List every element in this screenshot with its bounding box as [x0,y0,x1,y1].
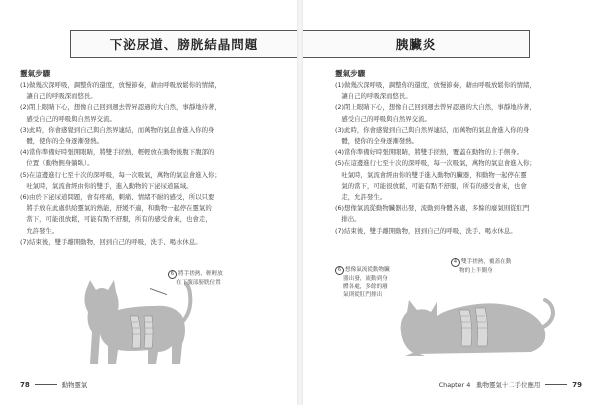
callout-line: 雙手搓熱，覆蓋在動 [461,259,512,265]
right-page [303,0,600,405]
lying-cat-illustration [395,270,555,360]
left-section-heading: 靈氣步驟 [20,69,51,78]
footer-chapter-title: 動物靈氣十二手位應用 [476,381,541,389]
right-step-line: 走，允許發生。 [335,193,387,202]
left-page [0,0,297,405]
callout-line: 在下腹部膀胱位置 [176,280,221,286]
right-step-line: 吐氣時，氣流會經由你的雙手進入動物的臟器，和動物一起停在靈 [335,170,527,179]
left-step-line: (7)結束後，雙手離開動物，回到自己的呼吸，洗手、喝水休息。 [20,237,202,246]
callout-line: 想像氣流從動物臟 [345,267,390,273]
callout-number-badge: 4 [451,258,460,267]
left-step-line: 位置（動物側身躺臥）。 [20,159,94,168]
callout-line: 體各處，多餘的廢 [343,284,388,290]
left-step-line: 當下，可能很放鬆，可能有點不舒服，所有的感受會來，也會走， [20,215,212,224]
footer-chapter: Chapter 4 [438,380,471,389]
right-left-callout [335,266,390,299]
left-footer [20,380,87,389]
left-step-line: (4)當你準備好時張開眼睛，將雙手搓熱，輕輕放在動物後腹下腹部的 [20,148,215,157]
page-number: 79 [572,380,582,389]
right-step-line: (5)在這邊進行七至十次的深呼吸，每一次吸氣，萬物的氣息會進入你； [335,159,536,168]
left-steps-list [20,80,280,248]
left-page-title: 下泌尿道、膀胱結晶問題 [70,30,297,58]
right-step-line: 感受自己的呼吸與自然界交流。 [335,114,431,123]
callout-line: 器出發，流動到身 [343,276,388,282]
left-step-line: 將手放在此處供給靈氣的熱能，舒緩不適，和動物一起停在靈氣的 [20,204,212,213]
left-step-line: 吐氣時，氣流會經由你的雙手，進入動物的下泌尿道區域。 [20,181,193,190]
left-callout [168,270,223,287]
callout-line: 氣則從肛門排出 [343,292,383,298]
left-step-line: 讓自己的呼吸深而悠長。 [20,92,97,101]
callout-line: 物的上半側身 [459,268,493,274]
left-step-line: (1)做幾次深呼吸，調整你的還度，放慢節奏，藉由呼吸放鬆你的情緒， [20,81,221,89]
right-page-title: 胰臟炎 [303,30,530,58]
right-step-line: 氣的當下，可能很放鬆，可能有點不舒服，所有的感受會來，也會 [335,181,527,190]
right-step-line: (1)做幾次深呼吸，調整你的還度，放慢節奏，藉由呼吸放鬆你的情緒， [335,81,536,89]
right-step-line: 體，使你的全身逐漸發熱。 [335,137,419,146]
callout-number-badge: 6 [335,266,344,275]
left-step-line: 感受自己的呼吸與自然界交流。 [20,114,116,123]
right-steps-list [335,80,587,237]
right-step-line: (3)此時，你會感覺到自己與自然界連結，而萬物的氣息會進入你的身 [335,125,530,134]
right-step-line: 排出。 [335,215,361,224]
right-step-line: (6)想像氣流從動物臟器出發，流動到身體各處，多餘的廢氣則從肛門 [335,204,530,213]
left-step-line: (3)此時，你會感覺到自己與自然界連結，而萬物的氣息會進入你的身 [20,125,215,134]
callout-line: 將手搓熱，輕輕放 [178,271,223,277]
left-step-line: (2)閉上眼睛下心，想像自己回到週去曾昇認過的大自然，事靜地待著， [20,103,221,112]
footer-rule [545,384,567,385]
footer-book-title: 動物靈氣 [61,381,88,389]
left-step-line: (6)由於下泌尿道問題，會有疼痛，刺痛、情緒不耐的感受，所以只要 [20,193,215,202]
right-step-line: (4)當你準備好時張開眼睛，將雙手搓熱，覆蓋在動物的上手側身。 [335,148,523,157]
right-top-callout [451,258,511,275]
footer-rule [35,384,57,385]
left-step-line: 體，使你的全身逐漸發熱。 [20,137,104,146]
left-step-line: (5)在這邊進行七至十次的深呼吸，每一次吸氣，萬物的氣息會進入你； [20,170,221,179]
page-number: 78 [20,380,30,389]
right-step-line: (7)結束後，雙手離開動物，回到自己的呼吸，洗手、喝水休息。 [335,226,517,235]
right-section-heading: 靈氣步驟 [335,69,366,78]
right-footer [439,380,582,389]
callout-number-badge: 6 [168,270,177,279]
right-step-line: 讓自己的呼吸深而悠長。 [335,92,412,101]
left-step-line: 允許發生。 [20,226,59,235]
right-step-line: (2)閉上眼睛下心，想像自己回到週去曾昇認過的大自然，事靜地待著， [335,103,536,112]
